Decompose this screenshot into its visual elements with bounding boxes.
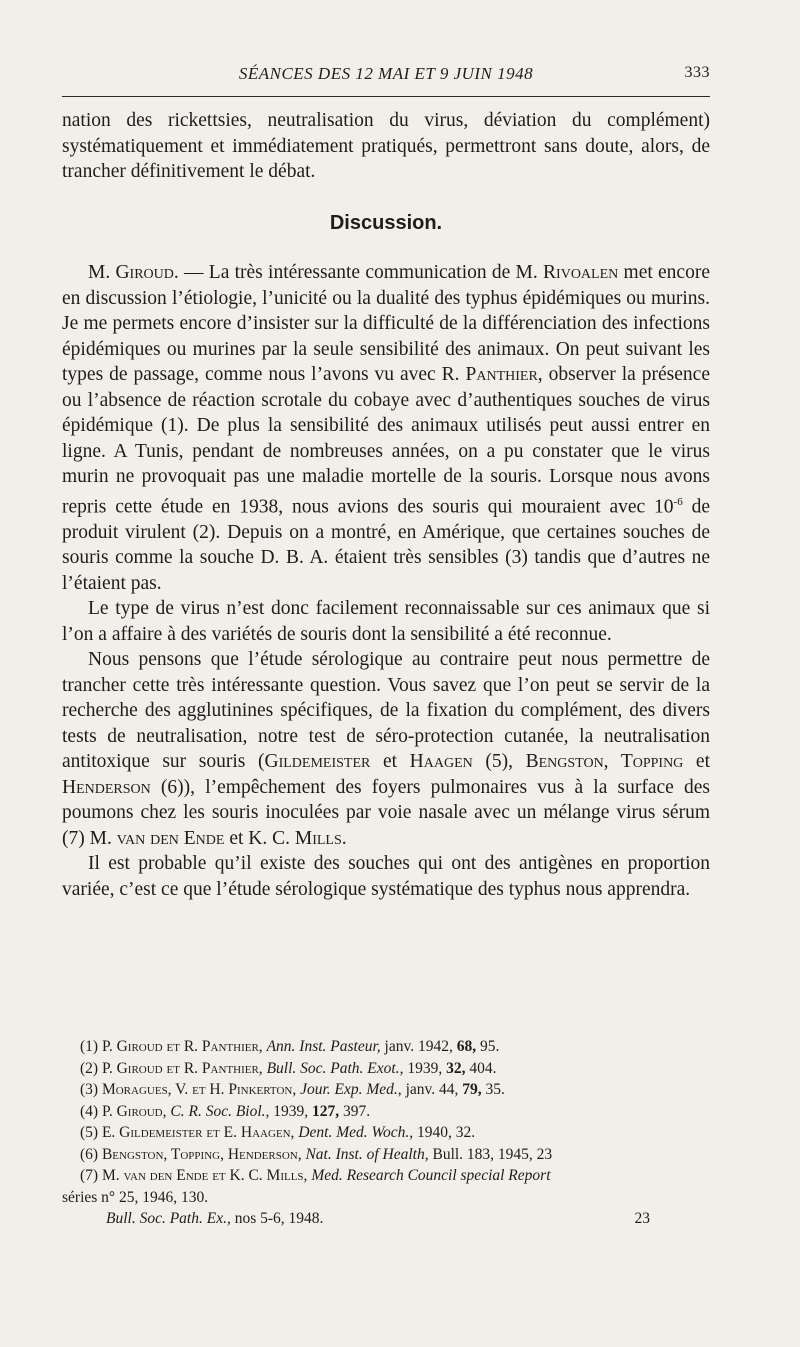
ref-detail: janv. 44,	[401, 1081, 463, 1098]
ref-number: (5)	[80, 1124, 99, 1141]
ref-volume: 68,	[456, 1038, 477, 1055]
ref-authors: E. Gildemeister et E. Haagen,	[101, 1124, 295, 1141]
ref-number: (3)	[80, 1081, 99, 1098]
reference-item	[62, 1079, 710, 1101]
section-heading: Discussion.	[329, 211, 443, 234]
author-name: Gildemeister	[264, 751, 371, 772]
ref-number: (1)	[80, 1038, 99, 1055]
ref-volume: 127,	[312, 1102, 340, 1120]
running-title: SÉANCES DES 12 MAI ET 9 JUIN 1948	[238, 64, 534, 83]
text-span: Nous pensons que l’étude sérologique au contraire peut nous permettre de trancher cette très intéressante question. Vous savez que l’on peut se servir de la recherche des agglutinines spécifiques, de la fixation du complément, des divers tests de neutralisation, notre test de séro-protection cutanée, la neutralisation antitoxique sur souris (	[62, 649, 710, 772]
ref-pages: 404.	[465, 1059, 497, 1077]
journal-citation	[106, 1208, 323, 1230]
text-span: et K. C.	[224, 827, 295, 849]
author-name: Haagen	[409, 751, 473, 772]
ref-authors: P. Giroud,	[101, 1102, 167, 1120]
ref-number: (4)	[80, 1102, 99, 1120]
ref-detail: 1939,	[403, 1059, 447, 1077]
exponent: -6	[673, 495, 683, 508]
body-text	[62, 108, 710, 902]
footer-line	[62, 1208, 710, 1230]
ref-journal: Jour. Exp. Med.,	[300, 1081, 402, 1098]
reference-item	[62, 1122, 710, 1144]
reference-item	[62, 1144, 710, 1166]
ref-volume: 32,	[446, 1059, 466, 1077]
ref-detail: janv. 1942,	[380, 1038, 457, 1055]
author-name: Henderson	[62, 776, 151, 798]
ref-detail: 1939,	[269, 1102, 313, 1120]
reference-item	[62, 1058, 710, 1080]
ref-detail: 1940, 32.	[413, 1124, 476, 1141]
ref-journal: C. R. Soc. Biol.,	[170, 1102, 270, 1120]
text-span: , observer la présence ou l’absence de réaction scrotale du cobaye avec d’authentiques souches de virus épidémique (1). De plus la sensibilité des animaux utilisés peut aussi entrer en ligne. A Tunis, pendant de nombreuses années, on a pu constater que le virus murin ne provoquait pas une maladie mortelle de la souris. Lorsque nous avons repris cette étude en 1938, nous avions des souris qui mouraient avec 10	[62, 364, 710, 517]
ref-detail: Bull. 183, 1945, 23	[428, 1145, 553, 1163]
author-name: van den Ende	[116, 827, 225, 849]
text-span: (5),	[472, 751, 526, 772]
reference-item	[62, 1165, 710, 1187]
ref-number: (2)	[80, 1059, 99, 1077]
ref-journal: Ann. Inst. Pasteur,	[266, 1038, 381, 1055]
speaker-name: M. Giroud.	[88, 262, 179, 283]
ref-journal: Dent. Med. Woch.,	[298, 1124, 414, 1141]
text-span: et	[370, 751, 410, 772]
ref-journal: Med. Research Council special Report	[311, 1167, 551, 1184]
ref-journal: Bull. Soc. Path. Exot.,	[266, 1059, 404, 1077]
reference-continuation: séries n° 25, 1946, 130.	[62, 1188, 209, 1206]
author-name: Panthier	[465, 364, 538, 385]
ref-authors: Moragues, V. et H. Pinkerton,	[101, 1081, 297, 1098]
text-span: — La très intéressante communication de M.	[178, 262, 544, 283]
author-name: Rivoalen	[543, 262, 619, 283]
ref-authors: Bengston, Topping, Henderson,	[101, 1145, 302, 1163]
running-header	[62, 64, 710, 88]
citation-journal: Bull. Soc. Path. Ex.,	[106, 1210, 231, 1227]
text-span: (6)), l’empêchement des foyers pulmonaires vus à la surface des poumons chez les souris inoculées par voie nasale avec un mélange virus sérum (7) M.	[62, 776, 710, 849]
text-span: de produit virulent (2). Depuis on a montré, en Amérique, que certaines souches de souris comme la souche D. B. A. étaient très sensibles (3) tandis que d’autres ne l’étaient pas.	[62, 496, 711, 594]
ref-authors: P. Giroud et R. Panthier,	[101, 1059, 263, 1077]
reference-item	[62, 1036, 710, 1058]
citation-detail: nos 5-6, 1948.	[230, 1210, 324, 1227]
header-rule	[62, 96, 710, 97]
text-span: et	[683, 751, 710, 772]
text-span: .	[341, 827, 347, 849]
signature-number: 23	[634, 1210, 650, 1227]
ref-pages: 397.	[339, 1102, 371, 1120]
text-span: met encore en discussion l’étiologie, l’unicité ou la dualité des typhus épidémiques ou murins. Je me permets encore d’insister sur la difficulté de la différenciation des infections épidémiques ou murines par la seule sensibilité des animaux. On peut suivant les types de passage, comme nous l’avons vu avec R.	[62, 262, 710, 385]
paragraph-4	[62, 647, 710, 851]
ref-volume: 79,	[462, 1081, 482, 1098]
ref-authors: M. van den Ende et K. C. Mills,	[101, 1167, 308, 1184]
reference-item	[62, 1101, 710, 1123]
paragraph-2	[62, 260, 710, 596]
ref-number: (6)	[80, 1145, 99, 1163]
references-list	[62, 1036, 710, 1230]
author-name: Mills	[294, 827, 342, 849]
ref-number: (7)	[80, 1167, 99, 1184]
ref-pages: 95.	[476, 1038, 500, 1055]
paragraph-3: Le type de virus n’est donc facilement reconnaissable sur ces animaux que si l’on a affaire à des variétés de souris dont la sensibilité a été reconnue.	[62, 598, 710, 645]
ref-authors: P. Giroud et R. Panthier,	[101, 1038, 263, 1055]
paragraph-5: Il est probable qu’il existe des souches qui ont des antigènes en proportion variée, c’est ce que l’étude sérologique systématique des typhus nous apprendra.	[62, 853, 710, 900]
page-number: 333	[684, 64, 710, 81]
ref-pages: 35.	[481, 1081, 505, 1098]
author-name: Bengston, Topping	[525, 751, 684, 772]
ref-journal: Nat. Inst. of Health,	[305, 1145, 429, 1163]
paragraph-1: nation des rickettsies, neutralisation du virus, déviation du complément) systématiquement et immédiatement pratiqués, permettront sans doute, alors, de trancher définitivement le débat.	[62, 110, 710, 182]
